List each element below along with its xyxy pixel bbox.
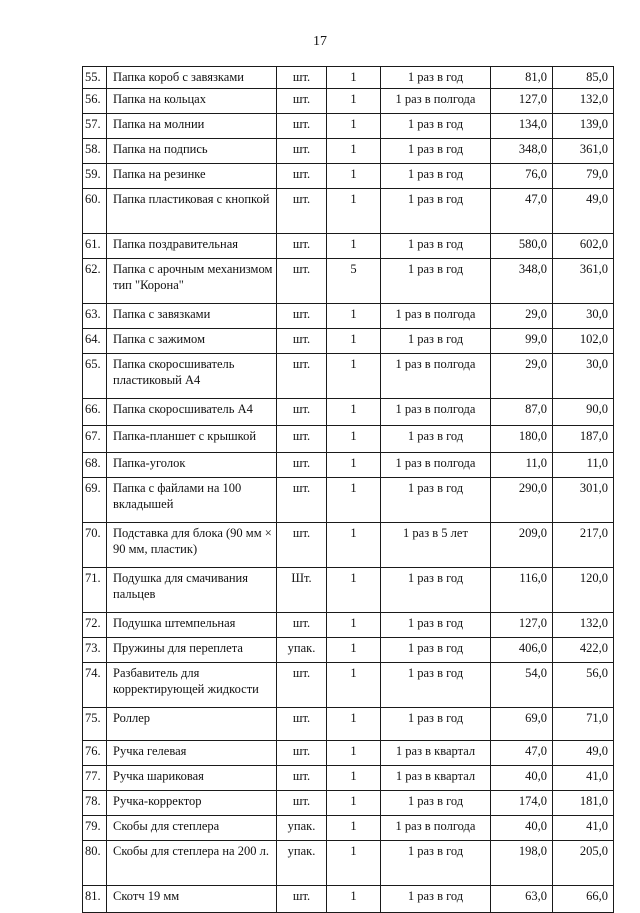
item-price: 134,0: [491, 114, 553, 139]
item-price: 87,0: [491, 399, 553, 426]
item-unit: шт.: [277, 304, 327, 329]
item-name: Роллер: [107, 708, 277, 741]
table-row: [83, 741, 614, 766]
row-number: 71.: [83, 568, 107, 613]
item-unit: шт.: [277, 89, 327, 114]
item-price-max: 132,0: [553, 613, 614, 638]
item-price: 47,0: [491, 189, 553, 234]
item-unit: шт.: [277, 354, 327, 399]
item-name: Ручка гелевая: [107, 741, 277, 766]
item-price-max: 139,0: [553, 114, 614, 139]
item-frequency: 1 раз в год: [381, 886, 491, 913]
item-price-max: 205,0: [553, 841, 614, 886]
item-unit: шт.: [277, 189, 327, 234]
item-quantity: 1: [327, 189, 381, 234]
item-quantity: 1: [327, 741, 381, 766]
table-row: [83, 189, 614, 234]
item-price-max: 79,0: [553, 164, 614, 189]
table-row: [83, 426, 614, 453]
row-number: 55.: [83, 67, 107, 89]
item-price-max: 187,0: [553, 426, 614, 453]
table-row: [83, 638, 614, 663]
item-price-max: 56,0: [553, 663, 614, 708]
item-quantity: 1: [327, 523, 381, 568]
table-row: [83, 164, 614, 189]
table-row: [83, 613, 614, 638]
table-row: [83, 234, 614, 259]
item-frequency: 1 раз в полгода: [381, 453, 491, 478]
item-name: Папка на кольцах: [107, 89, 277, 114]
item-name: Скотч 19 мм: [107, 886, 277, 913]
item-price: 580,0: [491, 234, 553, 259]
item-frequency: 1 раз в квартал: [381, 741, 491, 766]
table-row: [83, 399, 614, 426]
item-frequency: 1 раз в полгода: [381, 399, 491, 426]
item-unit: шт.: [277, 791, 327, 816]
table-row: [83, 354, 614, 399]
item-price: 11,0: [491, 453, 553, 478]
item-frequency: 1 раз в год: [381, 114, 491, 139]
item-quantity: 1: [327, 886, 381, 913]
item-quantity: 1: [327, 399, 381, 426]
row-number: 68.: [83, 453, 107, 478]
item-price: 290,0: [491, 478, 553, 523]
row-number: 73.: [83, 638, 107, 663]
item-quantity: 1: [327, 329, 381, 354]
item-name: Папка поздравительная: [107, 234, 277, 259]
row-number: 70.: [83, 523, 107, 568]
item-price-max: 217,0: [553, 523, 614, 568]
item-price: 180,0: [491, 426, 553, 453]
item-unit: шт.: [277, 329, 327, 354]
item-frequency: 1 раз в год: [381, 234, 491, 259]
row-number: 62.: [83, 259, 107, 304]
item-quantity: 1: [327, 453, 381, 478]
row-number: 57.: [83, 114, 107, 139]
item-price: 127,0: [491, 613, 553, 638]
item-price: 81,0: [491, 67, 553, 89]
item-price-max: 422,0: [553, 638, 614, 663]
table-row: [83, 67, 614, 89]
item-quantity: 1: [327, 791, 381, 816]
item-name: Папка с арочным механизмом тип "Корона": [107, 259, 277, 304]
item-price-max: 66,0: [553, 886, 614, 913]
item-price: 116,0: [491, 568, 553, 613]
table-row: [83, 329, 614, 354]
item-price-max: 85,0: [553, 67, 614, 89]
item-frequency: 1 раз в квартал: [381, 766, 491, 791]
row-number: 69.: [83, 478, 107, 523]
item-name: Папка-планшет с крышкой: [107, 426, 277, 453]
item-price: 348,0: [491, 259, 553, 304]
item-price: 406,0: [491, 638, 553, 663]
item-price: 40,0: [491, 766, 553, 791]
item-unit: шт.: [277, 234, 327, 259]
row-number: 63.: [83, 304, 107, 329]
item-price-max: 71,0: [553, 708, 614, 741]
table-row: [83, 791, 614, 816]
item-price-max: 30,0: [553, 354, 614, 399]
item-quantity: 1: [327, 708, 381, 741]
item-frequency: 1 раз в полгода: [381, 354, 491, 399]
item-quantity: 1: [327, 304, 381, 329]
table-row: [83, 114, 614, 139]
item-quantity: 1: [327, 766, 381, 791]
item-frequency: 1 раз в 5 лет: [381, 523, 491, 568]
item-price-max: 41,0: [553, 766, 614, 791]
item-frequency: 1 раз в год: [381, 663, 491, 708]
row-number: 79.: [83, 816, 107, 841]
item-price: 54,0: [491, 663, 553, 708]
item-unit: шт.: [277, 399, 327, 426]
item-quantity: 1: [327, 164, 381, 189]
item-name: Папка на молнии: [107, 114, 277, 139]
item-unit: шт.: [277, 259, 327, 304]
table-row: [83, 568, 614, 613]
item-unit: шт.: [277, 523, 327, 568]
item-price: 174,0: [491, 791, 553, 816]
item-quantity: 1: [327, 354, 381, 399]
page-number: 17: [313, 34, 327, 49]
row-number: 76.: [83, 741, 107, 766]
row-number: 56.: [83, 89, 107, 114]
item-price-max: 120,0: [553, 568, 614, 613]
item-price: 99,0: [491, 329, 553, 354]
item-price-max: 181,0: [553, 791, 614, 816]
item-price-max: 102,0: [553, 329, 614, 354]
row-number: 61.: [83, 234, 107, 259]
item-name: Папка с файлами на 100 вкладышей: [107, 478, 277, 523]
item-name: Папка скоросшиватель А4: [107, 399, 277, 426]
table-row: [83, 139, 614, 164]
table-row: [83, 259, 614, 304]
item-price-max: 30,0: [553, 304, 614, 329]
item-price: 29,0: [491, 304, 553, 329]
item-frequency: 1 раз в год: [381, 568, 491, 613]
item-unit: шт.: [277, 164, 327, 189]
item-name: Папка с завязками: [107, 304, 277, 329]
item-price-max: 49,0: [553, 189, 614, 234]
row-number: 75.: [83, 708, 107, 741]
item-frequency: 1 раз в год: [381, 841, 491, 886]
item-name: Подставка для блока (90 мм × 90 мм, пластик): [107, 523, 277, 568]
table-row: [83, 478, 614, 523]
item-frequency: 1 раз в год: [381, 164, 491, 189]
item-name: Скобы для степлера на 200 л.: [107, 841, 277, 886]
item-frequency: 1 раз в год: [381, 478, 491, 523]
item-unit: шт.: [277, 708, 327, 741]
item-price-max: 361,0: [553, 259, 614, 304]
table-row: [83, 886, 614, 913]
item-unit: Шт.: [277, 568, 327, 613]
item-frequency: 1 раз в полгода: [381, 89, 491, 114]
item-quantity: 1: [327, 89, 381, 114]
item-quantity: 1: [327, 67, 381, 89]
item-name: Разбавитель для корректирующей жидкости: [107, 663, 277, 708]
item-frequency: 1 раз в год: [381, 67, 491, 89]
item-name: Папка короб с завязками: [107, 67, 277, 89]
row-number: 66.: [83, 399, 107, 426]
item-price: 209,0: [491, 523, 553, 568]
item-quantity: 1: [327, 478, 381, 523]
row-number: 67.: [83, 426, 107, 453]
item-unit: шт.: [277, 426, 327, 453]
item-quantity: 1: [327, 139, 381, 164]
item-quantity: 1: [327, 841, 381, 886]
item-name: Папка-уголок: [107, 453, 277, 478]
item-unit: шт.: [277, 613, 327, 638]
item-frequency: 1 раз в год: [381, 139, 491, 164]
item-name: Ручка-корректор: [107, 791, 277, 816]
item-frequency: 1 раз в год: [381, 189, 491, 234]
item-frequency: 1 раз в год: [381, 329, 491, 354]
table-row: [83, 304, 614, 329]
item-quantity: 1: [327, 816, 381, 841]
row-number: 78.: [83, 791, 107, 816]
item-price-max: 90,0: [553, 399, 614, 426]
item-quantity: 1: [327, 234, 381, 259]
item-frequency: 1 раз в год: [381, 259, 491, 304]
item-name: Папка с зажимом: [107, 329, 277, 354]
item-price: 348,0: [491, 139, 553, 164]
table-row: [83, 708, 614, 741]
table-row: [83, 453, 614, 478]
row-number: 58.: [83, 139, 107, 164]
item-price-max: 361,0: [553, 139, 614, 164]
table-row: [83, 841, 614, 886]
item-price: 127,0: [491, 89, 553, 114]
item-price-max: 49,0: [553, 741, 614, 766]
item-price: 29,0: [491, 354, 553, 399]
item-price: 47,0: [491, 741, 553, 766]
item-unit: шт.: [277, 453, 327, 478]
item-name: Папка на резинке: [107, 164, 277, 189]
item-price-max: 301,0: [553, 478, 614, 523]
item-name: Скобы для степлера: [107, 816, 277, 841]
item-name: Папка на подпись: [107, 139, 277, 164]
item-frequency: 1 раз в год: [381, 791, 491, 816]
item-quantity: 5: [327, 259, 381, 304]
item-unit: шт.: [277, 114, 327, 139]
item-quantity: 1: [327, 114, 381, 139]
item-unit: упак.: [277, 841, 327, 886]
table-row: [83, 523, 614, 568]
row-number: 74.: [83, 663, 107, 708]
item-price-max: 132,0: [553, 89, 614, 114]
item-unit: упак.: [277, 816, 327, 841]
table-row: [83, 89, 614, 114]
item-price: 198,0: [491, 841, 553, 886]
item-unit: шт.: [277, 886, 327, 913]
item-price-max: 11,0: [553, 453, 614, 478]
table-row: [83, 816, 614, 841]
item-quantity: 1: [327, 426, 381, 453]
item-quantity: 1: [327, 568, 381, 613]
item-price-max: 41,0: [553, 816, 614, 841]
table-row: [83, 663, 614, 708]
item-quantity: 1: [327, 638, 381, 663]
item-unit: шт.: [277, 663, 327, 708]
item-price-max: 602,0: [553, 234, 614, 259]
row-number: 77.: [83, 766, 107, 791]
item-name: Подушка штемпельная: [107, 613, 277, 638]
item-frequency: 1 раз в год: [381, 426, 491, 453]
item-name: Ручка шариковая: [107, 766, 277, 791]
row-number: 65.: [83, 354, 107, 399]
supplies-table: [82, 66, 614, 913]
item-unit: упак.: [277, 638, 327, 663]
item-quantity: 1: [327, 663, 381, 708]
item-frequency: 1 раз в полгода: [381, 304, 491, 329]
row-number: 72.: [83, 613, 107, 638]
item-name: Папка пластиковая с кнопкой: [107, 189, 277, 234]
row-number: 60.: [83, 189, 107, 234]
item-price: 76,0: [491, 164, 553, 189]
item-name: Папка скоросшиватель пластиковый А4: [107, 354, 277, 399]
row-number: 80.: [83, 841, 107, 886]
item-frequency: 1 раз в год: [381, 638, 491, 663]
item-frequency: 1 раз в полгода: [381, 816, 491, 841]
item-quantity: 1: [327, 613, 381, 638]
item-unit: шт.: [277, 478, 327, 523]
item-price: 40,0: [491, 816, 553, 841]
item-name: Подушка для смачивания пальцев: [107, 568, 277, 613]
row-number: 64.: [83, 329, 107, 354]
item-unit: шт.: [277, 139, 327, 164]
item-unit: шт.: [277, 67, 327, 89]
item-frequency: 1 раз в год: [381, 613, 491, 638]
row-number: 59.: [83, 164, 107, 189]
row-number: 81.: [83, 886, 107, 913]
table-row: [83, 766, 614, 791]
item-unit: шт.: [277, 766, 327, 791]
item-frequency: 1 раз в год: [381, 708, 491, 741]
item-unit: шт.: [277, 741, 327, 766]
item-price: 69,0: [491, 708, 553, 741]
item-name: Пружины для переплета: [107, 638, 277, 663]
item-price: 63,0: [491, 886, 553, 913]
